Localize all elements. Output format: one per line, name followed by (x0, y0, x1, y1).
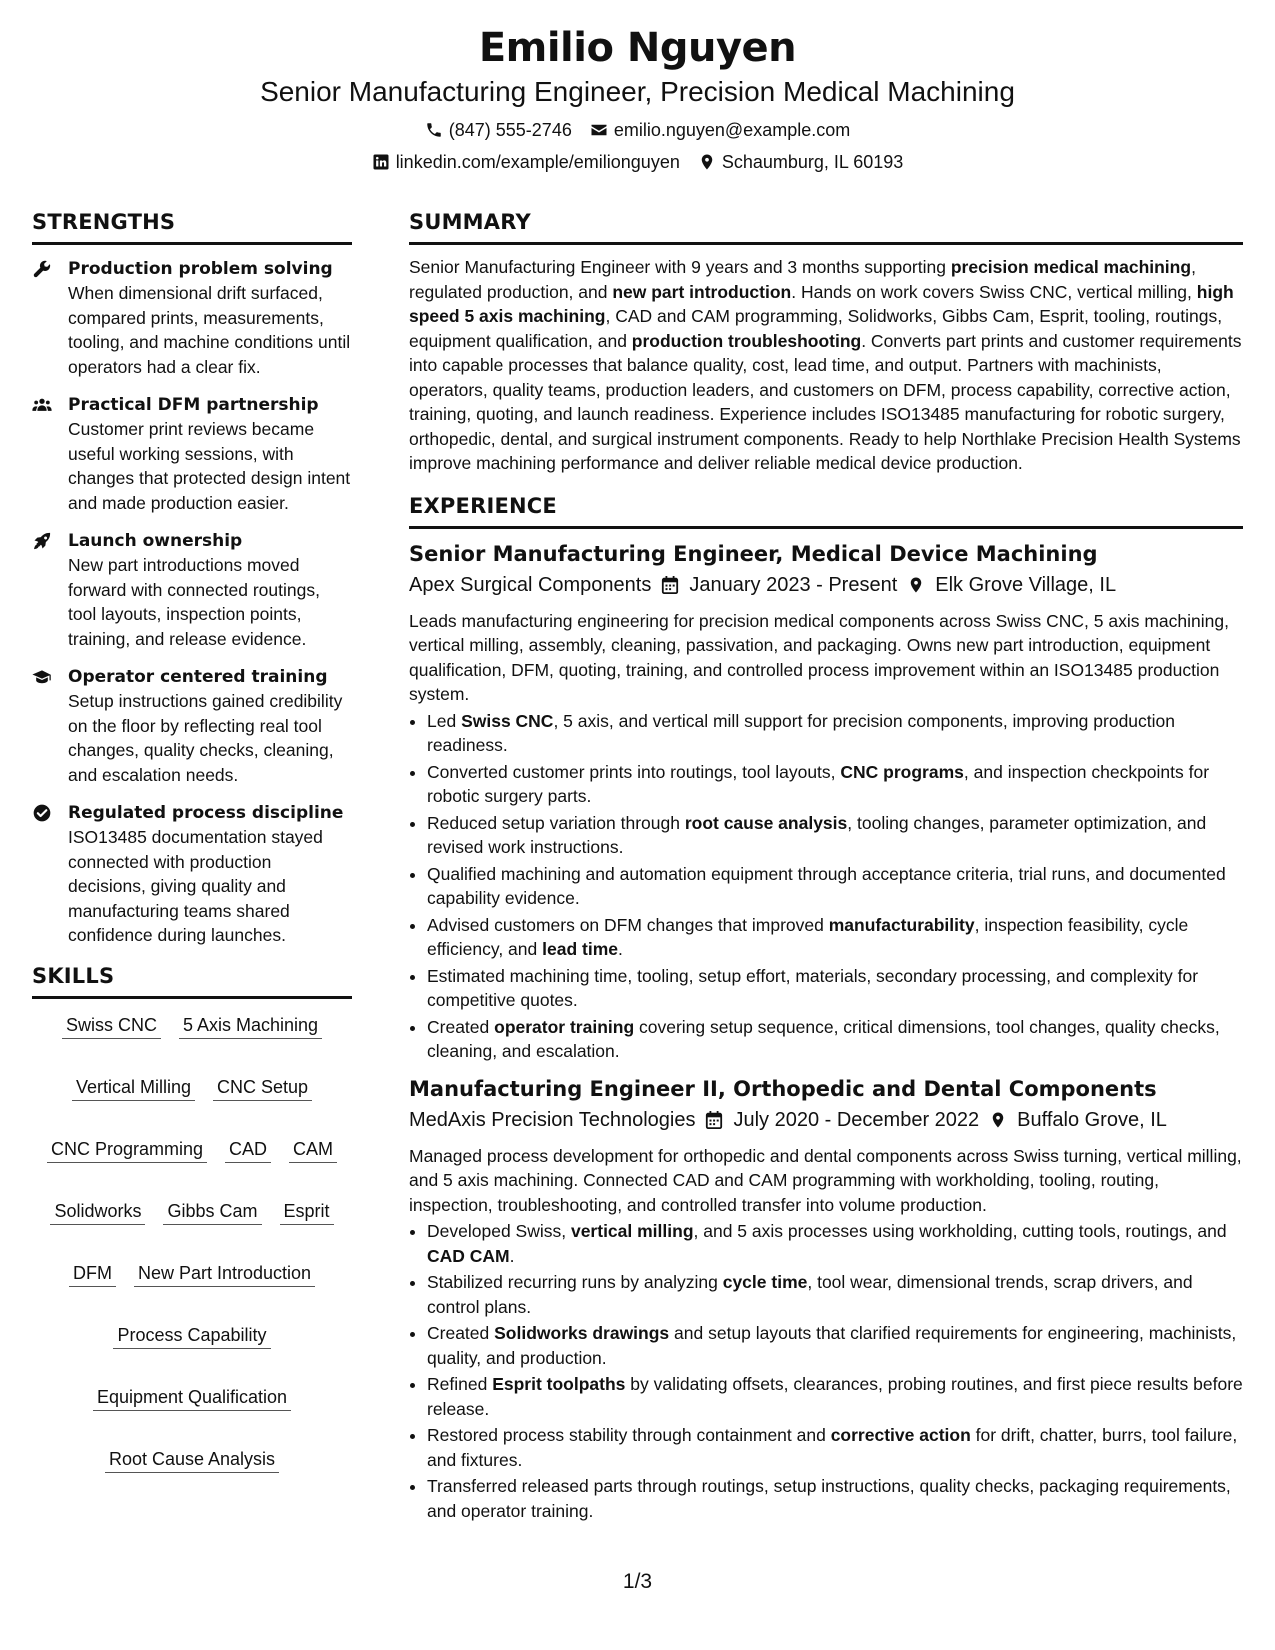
skills-title: SKILLS (32, 963, 115, 988)
job-bullet (427, 1219, 1243, 1268)
strength-title: Practical DFM partnership (68, 395, 319, 415)
skill-tag: New Part Introduction (134, 1261, 315, 1287)
job-bullets (409, 709, 1243, 1064)
job-meta (409, 571, 1243, 599)
text-run: , CAD and CAM programming, Solidworks, Gibbs Cam, Esprit, tooling, routings, equipment qualification, and (409, 306, 1223, 351)
summary-title: SUMMARY (409, 210, 531, 234)
phone-contact[interactable] (425, 118, 572, 142)
email-text: emilio.nguyen@example.com (613, 120, 851, 140)
job-bullet (427, 1015, 1243, 1064)
text-run: , and inspection checkpoints for robotic surgery parts. (427, 761, 1210, 806)
strengths-divider (32, 242, 352, 245)
bold-phrase: cycle time (722, 1272, 808, 1292)
skill-tag: Equipment Qualification (93, 1385, 291, 1411)
strength-desc: ISO13485 documentation stayed connected with production decisions, giving quality and manufacturing teams shared confidence during launches. (68, 827, 323, 945)
contact-row-2 (0, 150, 1275, 174)
text-run: Refined (427, 1374, 493, 1394)
strength-desc: New part introductions moved forward with connected routings, tool layouts, inspection points, training, and release evidence. (68, 555, 320, 649)
job-bullet (427, 1372, 1243, 1421)
graduation-cap-icon (32, 665, 54, 787)
bold-phrase: Esprit toolpaths (492, 1374, 626, 1394)
strength-title: Operator centered training (68, 667, 328, 687)
experience-title: EXPERIENCE (409, 493, 557, 518)
map-pin-icon (989, 1110, 1007, 1130)
strength-title: Regulated process discipline (68, 803, 344, 823)
text-run: , 5 axis, and vertical mill support for precision components, improving production readiness. (427, 710, 1175, 755)
job-entry (409, 1074, 1243, 1524)
strength-item (32, 801, 352, 948)
bold-phrase: new part introduction (612, 281, 792, 302)
linkedin-contact[interactable] (372, 150, 680, 174)
bold-phrase: lead time (542, 939, 618, 959)
job-description: Leads manufacturing engineering for precision medical components across Swiss CNC, 5 axis machining, vertical milling, assembly, cleaning, passivation, and packaging. Owns new part introduction, equipment qualification, DFM, quoting, training, and controlled process improvement within an ISO13485 production system. (409, 610, 1229, 704)
text-run: , inspection feasibility, cycle efficiency, and (427, 914, 1189, 959)
skill-tag: Root Cause Analysis (105, 1447, 279, 1473)
text-run: Created (427, 1016, 495, 1037)
job-title: Manufacturing Engineer II, Orthopedic and Dental Components (409, 1076, 1157, 1101)
job-bullet (427, 1474, 1243, 1523)
right-column (409, 208, 1243, 1525)
phone-icon (425, 121, 443, 139)
calendar-icon (705, 1110, 723, 1130)
job-bullet (427, 1423, 1243, 1472)
strength-desc: Setup instructions gained credibility on the floor by reflecting real tool changes, quality checks, cleaning, and escalation needs. (68, 691, 343, 785)
text-run: Senior Manufacturing Engineer with 9 years and 3 months supporting (409, 257, 951, 277)
summary-text (409, 255, 1243, 476)
bold-phrase: Swiss CNC (461, 710, 554, 731)
skill-tag: CNC Programming (47, 1137, 207, 1163)
job-dates: July 2020 - December 2022 (733, 1108, 980, 1131)
bold-phrase: manufacturability (828, 914, 975, 935)
summary-divider (409, 242, 1243, 245)
bold-phrase: production troubleshooting (631, 330, 862, 351)
text-run: covering setup sequence, critical dimensions, tool changes, quality checks, cleaning, and escalation. (427, 1016, 1220, 1061)
envelope-icon (590, 121, 608, 139)
text-run: Created (427, 1323, 495, 1343)
job-bullets (409, 1219, 1243, 1523)
location-contact (698, 150, 903, 174)
text-run: Advised customers on DFM changes that improved (427, 914, 829, 935)
phone-text: (847) 555-2746 (448, 120, 572, 140)
skill-tag: Swiss CNC (62, 1013, 161, 1039)
strength-title: Launch ownership (68, 531, 243, 551)
text-run: Led (427, 710, 462, 731)
bold-phrase: vertical milling (570, 1221, 694, 1241)
text-run: Developed Swiss, (427, 1221, 571, 1241)
bold-phrase: CAD CAM (427, 1245, 510, 1266)
email-contact[interactable] (590, 118, 850, 142)
calendar-icon (661, 575, 679, 595)
strengths-title: STRENGTHS (32, 210, 176, 234)
text-run: Estimated machining time, tooling, setup effort, materials, secondary processing, and complexity for competitive quotes. (427, 965, 1199, 1010)
text-run: , tooling changes, parameter optimization, and revised work instructions. (427, 812, 1207, 857)
experience-divider (409, 526, 1243, 529)
page-number: 1/3 (622, 1570, 653, 1593)
bold-phrase: precision medical machining (950, 257, 1192, 277)
skill-tag: 5 Axis Machining (179, 1013, 322, 1039)
resume-header (0, 20, 1275, 174)
strength-item (32, 393, 352, 515)
job-meta (409, 1106, 1243, 1134)
skill-tag: Solidworks (50, 1199, 145, 1225)
map-pin-icon (907, 575, 925, 595)
strength-desc: When dimensional drift surfaced, compared prints, measurements, tooling, and machine conditions until operators had a clear fix. (68, 283, 351, 377)
strengths-list (32, 257, 352, 948)
skill-tag: Esprit (280, 1199, 334, 1225)
strength-desc: Customer print reviews became useful working sessions, with changes that protected design intent and made production easier. (68, 419, 351, 513)
text-run: by validating offsets, clearances, probing routines, and first piece results before release. (427, 1374, 1243, 1419)
text-run: Qualified machining and automation equipment through acceptance criteria, trial runs, and documented capability evidence. (427, 863, 1226, 908)
job-bullet (427, 1321, 1243, 1370)
job-location: Elk Grove Village, IL (935, 573, 1117, 596)
text-run: Reduced setup variation through (427, 812, 685, 833)
strength-item (32, 665, 352, 787)
skill-tag: CAD (225, 1137, 271, 1163)
users-icon (32, 393, 54, 515)
job-bullet (427, 811, 1243, 860)
text-run: , and 5 axis processes using workholding, cutting tools, routings, and (693, 1221, 1227, 1241)
bold-phrase: root cause analysis (684, 812, 848, 833)
text-run: , tool wear, dimensional trends, scrap drivers, and control plans. (427, 1272, 1193, 1317)
job-title: Senior Manufacturing Engineer, Medical Device Machining (409, 541, 1098, 566)
text-run: . Hands on work covers Swiss CNC, vertical milling, (791, 281, 1197, 302)
text-run: . (618, 939, 623, 959)
job-location: Buffalo Grove, IL (1017, 1108, 1167, 1131)
job-bullet (427, 760, 1243, 809)
skill-tag: Gibbs Cam (163, 1199, 261, 1225)
text-run: Converted customer prints into routings, tool layouts, (427, 761, 841, 782)
job-bullet (427, 913, 1243, 962)
text-run: , regulated production, and (409, 257, 1196, 302)
linkedin-icon (372, 153, 390, 171)
bold-phrase: Solidworks drawings (494, 1323, 670, 1343)
text-run: Restored process stability through containment and (427, 1425, 831, 1445)
bold-phrase: high speed 5 axis machining (409, 281, 1234, 326)
candidate-headline: Senior Manufacturing Engineer, Precision Medical Machining (260, 76, 1015, 107)
strength-title: Production problem solving (68, 259, 333, 279)
bold-phrase: CNC programs (840, 761, 964, 782)
job-entry (409, 539, 1243, 1064)
rocket-icon (32, 529, 54, 651)
job-description: Managed process development for orthopedic and dental components across Swiss turning, vertical milling, and 5 axis machining. Connected CAD and CAM programming with workholding, tooling, routing, inspection, troubleshooting, and controlled transfer into volume production. (409, 1145, 1242, 1215)
skill-tag: DFM (69, 1261, 116, 1287)
job-bullet (427, 964, 1243, 1013)
text-run: . Converts part prints and customer requirements into capable processes that balance quality, cost, lead time, and output. Partners with machinists, operators, quality teams, production leaders, and customers on DFM, process capability, corrective action, training, quoting, and launch readiness. Experience includes ISO13485 manufacturing for robotic surgery, orthopedic, dental, and surgical instrument components. Ready to help Northlake Precision Health Systems improve machining performance and deliver reliable medical device production. (409, 330, 1242, 473)
skill-tag: CAM (289, 1137, 337, 1163)
skills-divider (32, 996, 352, 999)
job-company: MedAxis Precision Technologies (409, 1108, 696, 1131)
text-run: Transferred released parts through routings, setup instructions, quality checks, packaging requirements, and operator training. (427, 1476, 1231, 1521)
candidate-name: Emilio Nguyen (478, 25, 797, 71)
text-run: for drift, chatter, burrs, tool failure, and fixtures. (427, 1425, 1238, 1470)
strength-item (32, 257, 352, 379)
skill-tag: Vertical Milling (72, 1075, 195, 1101)
location-text: Schaumburg, IL 60193 (721, 152, 904, 172)
job-dates: January 2023 - Present (689, 573, 898, 596)
linkedin-text: linkedin.com/example/emilionguyen (395, 152, 680, 172)
skills-list (32, 1013, 352, 1473)
check-circle-icon (32, 801, 54, 948)
strength-item (32, 529, 352, 651)
left-column (32, 208, 352, 1473)
text-run: . (509, 1245, 515, 1266)
job-company: Apex Surgical Components (409, 573, 652, 596)
bold-phrase: corrective action (830, 1425, 971, 1445)
skill-tag: CNC Setup (213, 1075, 312, 1101)
contact-row-1 (0, 118, 1275, 142)
text-run: Stabilized recurring runs by analyzing (427, 1272, 723, 1292)
job-bullet (427, 862, 1243, 911)
job-bullet (427, 709, 1243, 758)
map-pin-icon (698, 153, 716, 171)
wrench-icon (32, 257, 54, 379)
bold-phrase: operator training (494, 1016, 635, 1037)
text-run: and setup layouts that clarified requirements for engineering, machinists, quality, and production. (427, 1323, 1237, 1368)
job-bullet (427, 1270, 1243, 1319)
skill-tag: Process Capability (113, 1323, 270, 1349)
